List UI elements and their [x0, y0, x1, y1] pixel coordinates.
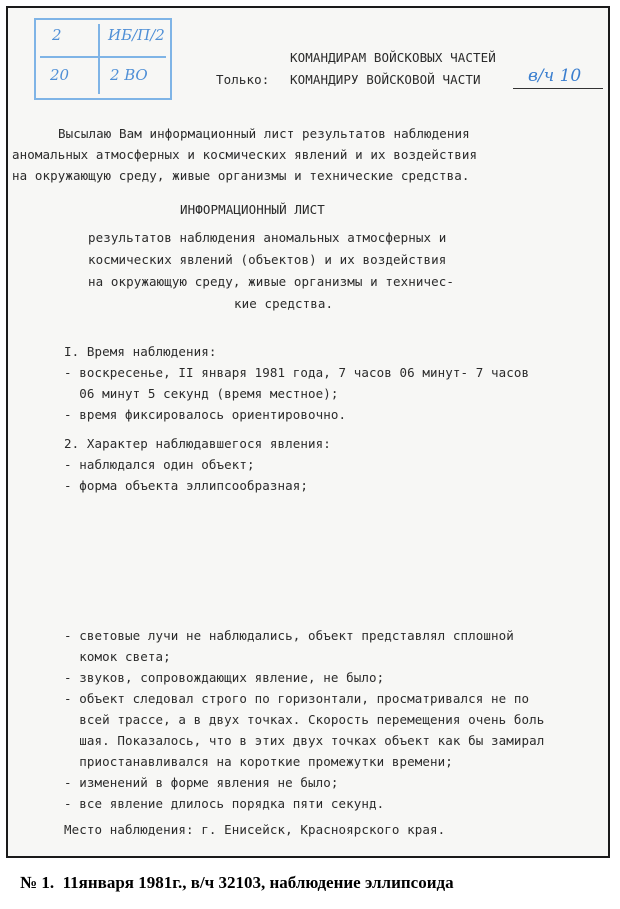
handwritten-unit-number: в/ч 10 — [528, 66, 582, 86]
figure-caption: № 1. 11января 1981г., в/ч 32103, наблюдение эллипсоида — [20, 873, 454, 892]
unit-underline — [513, 88, 603, 89]
section-3-line-1: - световые лучи не наблюдались, объект представлял сплошной — [64, 628, 514, 643]
stamp-bottom-right: 2 ВО — [110, 66, 148, 84]
section-2-line-2: - форма объекта эллипсообразная; — [64, 478, 309, 493]
stamp-top-right: ИБ/П/2 — [108, 26, 165, 44]
stamp-divider-vertical — [98, 24, 100, 94]
section-3-line-7: приостанавливался на короткие промежутки времени; — [64, 754, 453, 769]
intro-line-3: на окружающую среду, живые организмы и технические средства. — [12, 168, 470, 183]
section-3-line-6: шая. Показалось, что в этих двух точках объект как бы замирал — [64, 733, 545, 748]
subtitle-line-1: результатов наблюдения аномальных атмосферных и — [88, 230, 447, 245]
place-of-observation: Место наблюдения: г. Енисейск, Красноярского края. — [64, 822, 446, 837]
stamp-divider-horizontal — [40, 56, 166, 58]
section-3-line-5: всей трассе, а в двух точках. Скорость перемещения очень боль — [64, 712, 545, 727]
section-3-line-4: - объект следовал строго по горизонтали, просматривался не по — [64, 691, 530, 706]
subtitle-line-2: космических явлений (объектов) и их воздействия — [88, 252, 447, 267]
section-2-line-1: - наблюдался один объект; — [64, 457, 255, 472]
subtitle-line-4: кие средства. — [234, 296, 334, 311]
section-1-heading: I. Время наблюдения: — [64, 344, 217, 359]
section-3-line-8: - изменений в форме явления не было; — [64, 775, 339, 790]
document-page — [6, 6, 610, 858]
section-1-line-2: 06 минут 5 секунд (время местное); — [64, 386, 339, 401]
stamp-top-left: 2 — [52, 26, 62, 44]
addressee-line-1: КОМАНДИРАМ ВОЙСКОВЫХ ЧАСТЕЙ — [290, 50, 496, 65]
sheet-title: ИНФОРМАЦИОННЫЙ ЛИСТ — [180, 202, 325, 217]
section-1-line-3: - время фиксировалось ориентировочно. — [64, 407, 347, 422]
only-label: Только: — [216, 72, 270, 87]
stamp-bottom-left: 20 — [50, 66, 70, 84]
section-3-line-2: комок света; — [64, 649, 171, 664]
registration-stamp — [34, 18, 172, 100]
intro-line-2: аномальных атмосферных и космических явлений и их воздействия — [12, 147, 478, 162]
addressee-line-2: КОМАНДИРУ ВОЙСКОВОЙ ЧАСТИ — [290, 72, 481, 87]
intro-line-1: Высылаю Вам информационный лист результатов наблюдения — [58, 126, 470, 141]
section-3-line-3: - звуков, сопровождающих явление, не было; — [64, 670, 385, 685]
section-1-line-1: - воскресенье, II января 1981 года, 7 часов 06 минут- 7 часов — [64, 365, 530, 380]
section-2-heading: 2. Характер наблюдавшегося явления: — [64, 436, 331, 451]
subtitle-line-3: на окружающую среду, живые организмы и техничес- — [88, 274, 455, 289]
section-3-line-9: - все явление длилось порядка пяти секунд. — [64, 796, 385, 811]
